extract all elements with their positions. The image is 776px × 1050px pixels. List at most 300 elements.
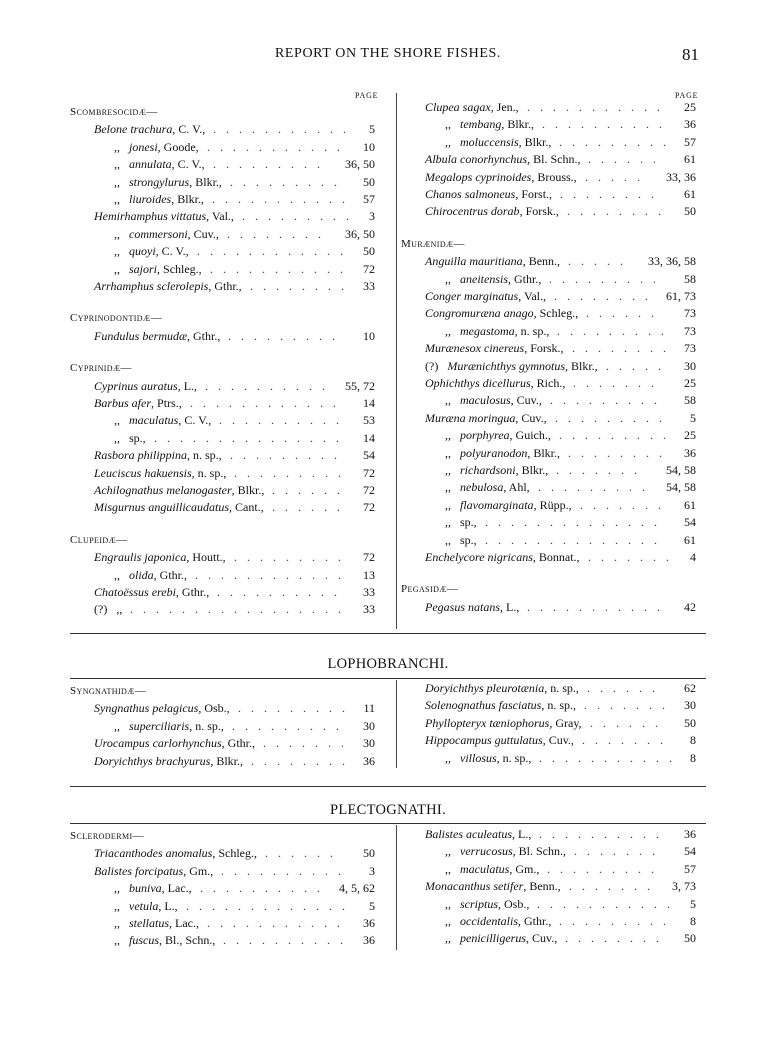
family-heading: Scombresocidæ— bbox=[70, 106, 158, 118]
index-entry bbox=[70, 227, 375, 244]
species-name: bermudæ bbox=[142, 328, 188, 343]
species-name: tembang bbox=[460, 117, 502, 132]
ditto-mark: ,, bbox=[114, 192, 120, 206]
leader-dots: ........ bbox=[572, 341, 676, 356]
column-divider-3 bbox=[396, 825, 397, 950]
genus-name: Leuciscus bbox=[94, 465, 142, 480]
author-citation: , Benn., bbox=[522, 254, 561, 269]
entry-name bbox=[425, 376, 565, 391]
species-name: anago bbox=[503, 306, 534, 321]
ditto-mark: ,, bbox=[445, 117, 451, 132]
genus-name: Pegasus bbox=[425, 599, 465, 614]
author-citation: , Cuv., bbox=[542, 733, 574, 748]
entry-name bbox=[445, 515, 477, 530]
species-name: buniva bbox=[129, 881, 162, 896]
author-citation: , Jen., bbox=[490, 100, 519, 114]
leader-dots: ..... bbox=[606, 358, 671, 373]
ditto-mark: ,, bbox=[445, 861, 451, 876]
section-rule-plectognathi bbox=[70, 823, 706, 824]
author-citation: , Blkr., bbox=[210, 753, 243, 768]
page-reference: 55, 72 bbox=[345, 378, 375, 393]
species-name: carlorhynchus bbox=[152, 736, 222, 751]
leader-dots: ........... bbox=[537, 896, 680, 911]
entry-name bbox=[94, 500, 264, 515]
ditto-mark: ,, bbox=[114, 413, 120, 428]
index-entry bbox=[401, 515, 696, 532]
species-name: natans bbox=[468, 599, 501, 614]
page-reference: 33, 36, 58 bbox=[648, 254, 696, 269]
species-name: vittatus bbox=[170, 209, 207, 224]
author-citation: , Gray, bbox=[549, 715, 582, 730]
family-heading: Clupeidæ— bbox=[70, 533, 128, 546]
index-entry bbox=[401, 428, 696, 445]
entry-name bbox=[94, 585, 209, 600]
index-entry bbox=[401, 751, 696, 768]
index-entry bbox=[401, 187, 696, 204]
species-name: guttulatus bbox=[494, 733, 543, 748]
leader-dots: ......... bbox=[550, 393, 667, 408]
author-citation: , C. V., bbox=[155, 244, 189, 259]
entry-name bbox=[425, 341, 564, 356]
leader-dots: ........ bbox=[251, 753, 355, 768]
leader-dots: ........ bbox=[565, 931, 669, 946]
page-reference: 73 bbox=[684, 306, 696, 321]
species-name: jonesi bbox=[129, 139, 158, 154]
page-reference: 61 bbox=[684, 532, 696, 547]
index-entry bbox=[70, 933, 375, 950]
genus-name: Murænesox bbox=[425, 341, 481, 356]
index-entry bbox=[401, 498, 696, 515]
author-citation: , L., bbox=[177, 378, 198, 393]
ditto-mark: ,, bbox=[114, 430, 120, 445]
species-name: penicilligerus bbox=[460, 931, 526, 946]
author-citation: , Guich., bbox=[509, 428, 551, 443]
family-heading: Pegasidæ— bbox=[401, 583, 459, 596]
genus-name: Enchelycore bbox=[425, 550, 485, 564]
entry-name bbox=[114, 881, 192, 896]
author-citation: , Ahl, bbox=[503, 480, 530, 495]
species-name: fuscus bbox=[129, 933, 159, 948]
author-citation: , n. sp., bbox=[496, 750, 532, 765]
species-name: mauritiana bbox=[469, 254, 523, 269]
species-name: nigricans bbox=[487, 550, 533, 564]
leader-dots: ......... bbox=[538, 480, 655, 495]
author-citation: sp., bbox=[460, 532, 477, 547]
section-divider-2 bbox=[70, 786, 706, 787]
leader-dots: ........ bbox=[567, 204, 671, 219]
species-name: philippina bbox=[137, 448, 188, 463]
species-name: pelagicus bbox=[152, 701, 199, 716]
genus-name: Engraulis bbox=[94, 550, 142, 565]
index-entry bbox=[401, 914, 696, 931]
leader-dots: ........... bbox=[207, 916, 350, 930]
leader-dots: .............. bbox=[485, 532, 667, 547]
author-citation: , Osb., bbox=[498, 896, 530, 911]
leader-dots: ........... bbox=[212, 192, 355, 206]
leader-dots: ........... bbox=[527, 100, 670, 114]
page-reference: 57 bbox=[363, 192, 375, 206]
genus-name: Achilognathus bbox=[94, 483, 164, 497]
author-citation: , Lac., bbox=[169, 916, 199, 930]
leader-dots: ........ bbox=[554, 289, 658, 303]
species-name: porphyrea bbox=[460, 428, 510, 443]
index-entry bbox=[70, 379, 375, 396]
entry-name bbox=[425, 879, 561, 894]
entry-name bbox=[94, 483, 264, 498]
entry-name bbox=[114, 175, 222, 190]
leader-dots: ....... bbox=[580, 497, 671, 512]
page-reference: 58 bbox=[684, 393, 696, 408]
section-title-plectognathi: PLECTOGNATHI. bbox=[329, 802, 446, 818]
ditto-mark: ,, bbox=[445, 844, 451, 859]
leader-dots: ............ bbox=[190, 396, 346, 410]
page-reference: 36 bbox=[684, 445, 696, 460]
leader-dots: ....... bbox=[582, 733, 673, 748]
species-name: moluccensis bbox=[460, 134, 519, 149]
author-citation: , Cuv., bbox=[187, 226, 219, 241]
species-name: aculeatus bbox=[466, 827, 512, 841]
species-name: setifer bbox=[493, 879, 524, 894]
page-reference: 50 bbox=[363, 174, 375, 189]
index-entry bbox=[70, 483, 375, 500]
leader-dots: ....... bbox=[569, 879, 660, 894]
ditto-mark: ,, bbox=[445, 532, 451, 547]
index-entry bbox=[70, 192, 375, 209]
index-entry bbox=[70, 500, 375, 517]
genus-name: Doryichthys bbox=[425, 681, 484, 695]
entry-name bbox=[445, 117, 534, 132]
author-citation: , Gthr., bbox=[175, 585, 210, 599]
species-name: olida bbox=[129, 567, 154, 582]
page-reference: 72 bbox=[363, 465, 375, 480]
family-heading: Murænidæ— bbox=[401, 237, 465, 250]
index-entry bbox=[70, 701, 375, 718]
species-name: superciliaris bbox=[129, 718, 190, 733]
page-reference: 33 bbox=[363, 602, 375, 617]
entry-name bbox=[425, 733, 574, 748]
author-citation: sp., bbox=[129, 430, 146, 445]
index-entry bbox=[70, 846, 375, 863]
page-number: 81 bbox=[682, 45, 699, 64]
entry-name bbox=[445, 480, 530, 495]
species-name: villosus bbox=[460, 750, 497, 765]
genus-name: Syngnathus bbox=[94, 701, 150, 716]
entry-name bbox=[114, 933, 215, 948]
entry-name bbox=[425, 289, 546, 304]
author-citation: , C. V., bbox=[172, 122, 206, 137]
leader-dots: ......... bbox=[238, 701, 355, 716]
index-entry bbox=[401, 446, 696, 463]
species-name: anguillicaudatus bbox=[148, 500, 230, 515]
ditto-mark: (?) bbox=[425, 358, 439, 373]
leader-dots: ......... bbox=[228, 328, 345, 343]
species-name: quoyi bbox=[129, 244, 156, 259]
leader-dots: ....... bbox=[573, 376, 664, 390]
leader-dots: ......... bbox=[559, 428, 676, 443]
index-entry bbox=[70, 279, 375, 296]
page-column-label-left: PAGE bbox=[355, 91, 379, 100]
leader-dots: ...... bbox=[272, 483, 350, 497]
page-reference: 14 bbox=[363, 396, 375, 410]
author-citation: , Bonnat., bbox=[532, 550, 580, 564]
leader-dots: ................. bbox=[130, 602, 351, 617]
leader-dots: ........... bbox=[207, 139, 350, 154]
page-reference: 5 bbox=[690, 410, 696, 425]
author-citation: , Blkr., bbox=[501, 117, 534, 132]
page-reference: 58 bbox=[684, 271, 696, 286]
leader-dots: ............ bbox=[195, 567, 351, 582]
species-name: tæniophorus bbox=[489, 715, 550, 730]
page-reference: 72 bbox=[363, 550, 375, 565]
genus-name: Conger bbox=[425, 289, 461, 303]
page-reference: 50 bbox=[684, 931, 696, 946]
index-entry bbox=[401, 393, 696, 410]
ditto-mark: ,, bbox=[445, 515, 451, 530]
author-citation: sp., bbox=[460, 515, 477, 530]
leader-dots: ........... bbox=[527, 599, 670, 614]
index-entry bbox=[401, 324, 696, 341]
species-name: brachyurus bbox=[155, 753, 211, 768]
author-citation: , Benn., bbox=[523, 879, 561, 894]
entry-name bbox=[114, 899, 178, 914]
genus-name: Chirocentrus bbox=[425, 204, 488, 219]
leader-dots: .......... bbox=[221, 863, 351, 878]
index-entry bbox=[70, 916, 375, 933]
page-reference: 25 bbox=[684, 428, 696, 443]
leader-dots: ..... bbox=[568, 254, 633, 269]
index-entry bbox=[70, 881, 375, 898]
author-citation: , Blkr., bbox=[189, 174, 222, 189]
genus-name: Solenognathus bbox=[425, 698, 496, 713]
page-reference: 30 bbox=[363, 718, 375, 733]
page-reference: 4 bbox=[690, 550, 696, 564]
index-entry bbox=[70, 244, 375, 261]
entry-name bbox=[94, 279, 242, 294]
leader-dots: ......... bbox=[234, 465, 351, 480]
entry-name bbox=[94, 754, 243, 769]
entry-name bbox=[425, 204, 559, 219]
index-entry bbox=[70, 864, 375, 881]
index-entry bbox=[70, 736, 375, 753]
index-entry bbox=[401, 862, 696, 879]
author-citation: , Blkr., bbox=[565, 358, 598, 373]
page-reference: 36 bbox=[684, 117, 696, 132]
page-reference: 57 bbox=[684, 134, 696, 149]
entry-name bbox=[114, 140, 199, 155]
page-reference: 54, 58 bbox=[666, 480, 696, 495]
species-name: annulata bbox=[129, 157, 172, 172]
entry-name bbox=[94, 736, 255, 751]
author-citation: , Val., bbox=[206, 209, 234, 224]
author-citation: , Rich., bbox=[530, 376, 566, 390]
species-name: erebi bbox=[151, 585, 176, 599]
species-name: maculatus bbox=[129, 413, 179, 428]
species-name: melanogaster bbox=[166, 483, 232, 497]
ditto-mark: ,, bbox=[114, 933, 120, 948]
index-entry bbox=[401, 272, 696, 289]
index-entry bbox=[401, 100, 696, 117]
leader-dots: .......... bbox=[542, 117, 672, 132]
page-reference: 36 bbox=[363, 933, 375, 948]
author-citation: , Schleg., bbox=[157, 261, 202, 276]
genus-name: Doryichthys bbox=[94, 753, 153, 768]
family-heading: Syngnathidæ— bbox=[70, 685, 147, 697]
page-reference: 33, 36 bbox=[666, 169, 696, 184]
genus-name: Monacanthus bbox=[425, 879, 491, 894]
page-reference: 5 bbox=[369, 898, 375, 913]
author-citation: , n. sp., bbox=[544, 681, 579, 695]
leader-dots: ............... bbox=[154, 430, 349, 445]
genus-name: Anguilla bbox=[425, 254, 467, 269]
entry-name bbox=[445, 862, 539, 877]
ditto-mark: ,, bbox=[445, 134, 451, 149]
entry-name bbox=[445, 324, 549, 339]
author-citation: , Houtt., bbox=[186, 550, 226, 565]
genus-name: Rasbora bbox=[94, 448, 135, 463]
running-title: REPORT ON THE SHORE FISHES. bbox=[274, 46, 502, 61]
index-entry bbox=[70, 448, 375, 465]
leader-dots: ......... bbox=[230, 448, 347, 463]
family-heading: Cyprinodontidæ— bbox=[70, 312, 162, 325]
species-name: flavomarginata bbox=[460, 497, 534, 512]
genus-name: Murænichthys bbox=[447, 358, 516, 373]
author-citation: , Forst., bbox=[515, 187, 553, 201]
author-citation: , Gthr., bbox=[153, 567, 188, 582]
leader-dots: ......... bbox=[555, 410, 672, 425]
index-entry bbox=[70, 157, 375, 174]
leader-dots: ......... bbox=[230, 174, 347, 189]
entry-name bbox=[114, 719, 224, 734]
leader-dots: ........... bbox=[213, 122, 356, 137]
entry-name bbox=[425, 716, 582, 731]
leader-dots: .......... bbox=[217, 585, 347, 599]
species-name: commersoni bbox=[129, 226, 188, 241]
entry-name bbox=[425, 411, 547, 426]
author-citation: , Cant., bbox=[229, 500, 264, 515]
page-reference: 25 bbox=[684, 100, 696, 114]
index-entry bbox=[70, 396, 375, 413]
entry-name bbox=[425, 550, 580, 565]
ditto-mark: ,, bbox=[114, 244, 120, 259]
leader-dots: ..... bbox=[585, 169, 650, 184]
index-entry bbox=[70, 262, 375, 279]
page-reference: 13 bbox=[363, 567, 375, 582]
species-name: moringua bbox=[468, 410, 516, 425]
author-citation: , n. sp., bbox=[189, 718, 224, 733]
ditto-mark: ,, bbox=[114, 226, 120, 241]
ditto-mark: ,, bbox=[445, 497, 451, 512]
leader-dots: ........ bbox=[568, 445, 672, 460]
author-citation: , Gthr., bbox=[221, 736, 256, 751]
entry-name bbox=[445, 931, 557, 946]
entry-name bbox=[425, 306, 578, 321]
index-entry bbox=[401, 359, 696, 376]
leader-dots: .......... bbox=[205, 378, 335, 393]
page-reference: 57 bbox=[684, 861, 696, 876]
section-rule-lophobranchi bbox=[70, 678, 706, 679]
page-reference: 33 bbox=[363, 279, 375, 293]
page-reference: 62 bbox=[684, 681, 696, 695]
page-reference: 5 bbox=[690, 896, 696, 911]
leader-dots: ...... bbox=[587, 681, 665, 695]
author-citation: ,, bbox=[116, 602, 123, 617]
species-name: dicellurus bbox=[482, 376, 531, 390]
page-reference: 25 bbox=[684, 376, 696, 390]
ditto-mark: ,, bbox=[114, 261, 120, 276]
leader-dots: .......... bbox=[200, 881, 330, 896]
species-name: verrucosus bbox=[460, 844, 513, 859]
page-reference: 3 bbox=[369, 209, 375, 224]
species-name: vetula bbox=[129, 898, 159, 913]
genus-name: Ophichthys bbox=[425, 376, 480, 390]
index-entry bbox=[401, 897, 696, 914]
page-reference: 61 bbox=[684, 187, 696, 201]
ditto-mark: ,, bbox=[114, 718, 120, 733]
leader-dots: ...... bbox=[586, 306, 664, 321]
genus-name: Urocampus bbox=[94, 736, 150, 751]
species-name: anomalus bbox=[165, 846, 213, 861]
entry-name bbox=[94, 550, 226, 565]
entry-name bbox=[445, 393, 542, 408]
family-heading: Cyprinidæ— bbox=[70, 362, 132, 375]
leader-dots: .......... bbox=[223, 933, 353, 948]
page-reference: 36 bbox=[363, 753, 375, 768]
leader-dots: ....... bbox=[263, 736, 354, 751]
page-reference: 61 bbox=[684, 497, 696, 512]
genus-name: Triacanthodes bbox=[94, 846, 163, 861]
genus-name: Arrhamphus bbox=[94, 279, 154, 293]
entry-name bbox=[94, 209, 234, 224]
section-divider-1 bbox=[70, 633, 706, 634]
species-name: marginatus bbox=[464, 289, 519, 303]
family-heading: Sclerodermi— bbox=[70, 830, 144, 842]
page-reference: 33 bbox=[363, 585, 375, 599]
page-reference: 8 bbox=[690, 733, 696, 748]
leader-dots: ......... bbox=[242, 209, 359, 224]
index-entry bbox=[70, 466, 375, 483]
genus-name: Cyprinus bbox=[94, 378, 139, 393]
ditto-mark: ,, bbox=[114, 157, 120, 172]
entry-name bbox=[445, 428, 551, 443]
entry-name bbox=[425, 170, 577, 185]
species-name: polyuranodon bbox=[460, 445, 528, 460]
column-divider-2 bbox=[396, 680, 397, 768]
entry-name bbox=[445, 498, 572, 513]
species-name: sclerolepis bbox=[156, 279, 209, 293]
genus-name: Balistes bbox=[425, 827, 463, 841]
author-citation: , L., bbox=[512, 827, 532, 841]
author-citation: , Gthr., bbox=[208, 279, 242, 293]
page-reference: 73 bbox=[684, 341, 696, 356]
species-name: cinereus bbox=[484, 341, 525, 356]
species-name: conorhynchus bbox=[460, 152, 528, 167]
author-citation: , Rüpp., bbox=[533, 497, 572, 512]
leader-dots: ....... bbox=[556, 463, 647, 477]
leader-dots: ........ bbox=[560, 187, 664, 201]
index-entry bbox=[70, 585, 375, 602]
page-reference: 50 bbox=[363, 244, 375, 259]
entry-name bbox=[445, 463, 548, 478]
author-citation: , Cuv., bbox=[515, 410, 547, 425]
index-entry bbox=[70, 140, 375, 157]
species-name: afer bbox=[131, 396, 152, 410]
author-citation: , Gthr., bbox=[508, 271, 542, 286]
species-name: sagax bbox=[462, 100, 491, 114]
index-entry bbox=[401, 306, 696, 323]
species-name: japonica bbox=[144, 550, 187, 565]
index-entry bbox=[401, 480, 696, 497]
entry-name bbox=[94, 448, 222, 463]
